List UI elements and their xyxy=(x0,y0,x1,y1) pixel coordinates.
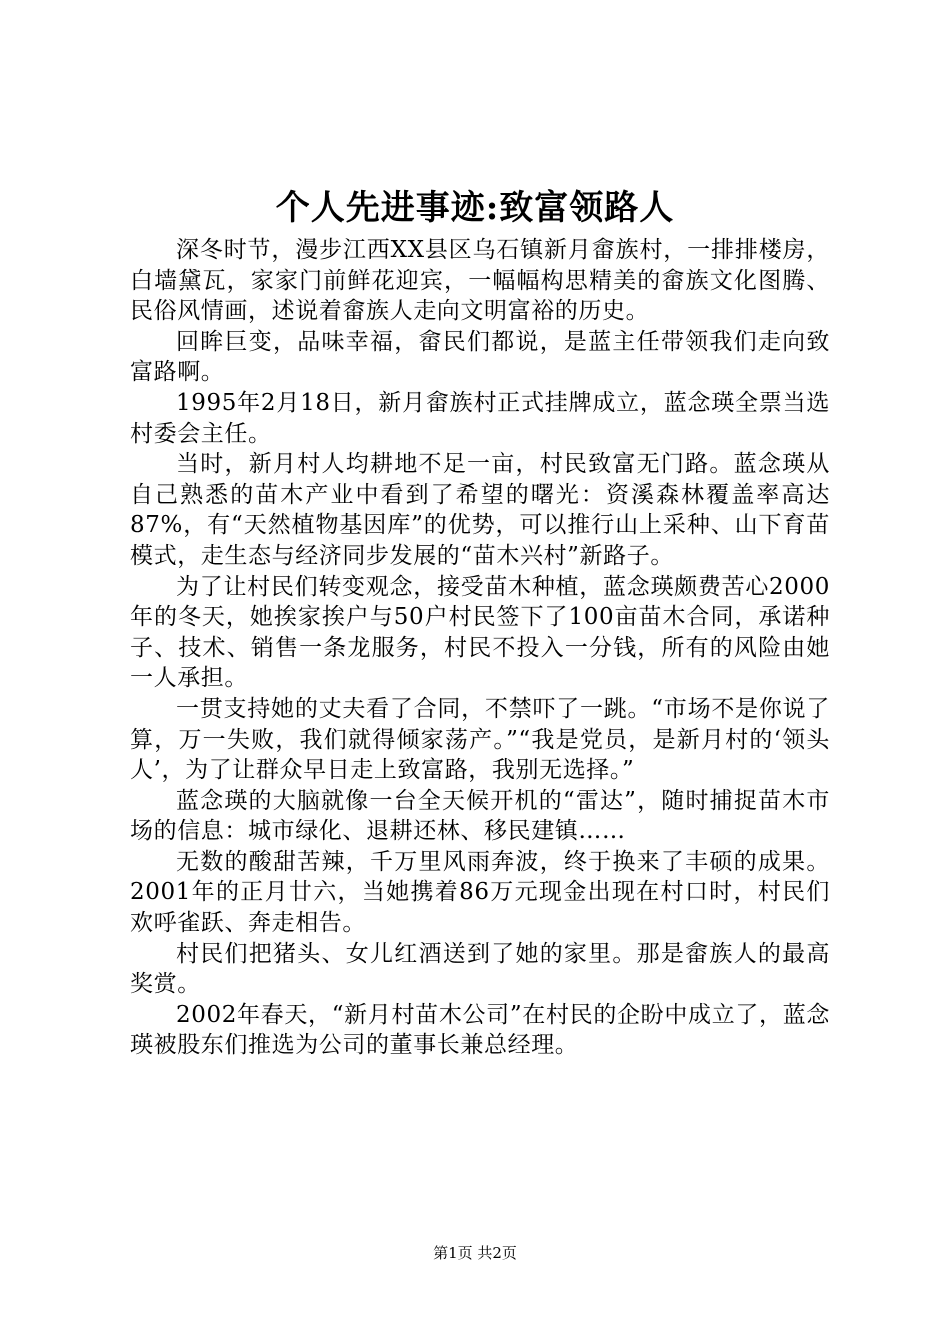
paragraph: 一贯支持她的丈夫看了合同，不禁吓了一跳。“市场不是你说了算，万一失败，我们就得倾家荡产。”“我是党员，是新月村的‘领头人’，为了让群众早日走上致富路，我别无选择。” xyxy=(130,695,830,784)
paragraph: 2002年春天，“新月村苗木公司”在村民的企盼中成立了，蓝念瑛被股东们推选为公司的董事长兼总经理。 xyxy=(130,1001,830,1059)
document-title: 个人先进事迹:致富领路人 xyxy=(275,188,675,228)
paragraph: 村民们把猪头、女儿红酒送到了她的家里。那是畲族人的最高奖赏。 xyxy=(130,940,830,998)
paragraph: 无数的酸甜苦辣，千万里风雨奔波，终于换来了丰硕的成果。2001年的正月廿六，当她携着86万元现金出现在村口时，村民们欢呼雀跃、奔走相告。 xyxy=(130,848,830,937)
paragraph: 蓝念瑛的大脑就像一台全天候开机的“雷达”，随时捕捉苗木市场的信息：城市绿化、退耕还林、移民建镇…… xyxy=(130,787,830,845)
paragraph: 1995年2月18日，新月畲族村正式挂牌成立，蓝念瑛全票当选村委会主任。 xyxy=(130,389,830,447)
page-number-footer: 第1页 共2页 xyxy=(433,1244,517,1262)
paragraph: 为了让村民们转变观念，接受苗木种植，蓝念瑛颇费苦心2000年的冬天，她挨家挨户与50户村民签下了100亩苗木合同，承诺种子、技术、销售一条龙服务，村民不投入一分钱，所有的风险由她一人承担。 xyxy=(130,573,830,692)
document-body xyxy=(130,235,830,1061)
paragraph: 回眸巨变，品味幸福，畲民们都说，是蓝主任带领我们走向致富路啊。 xyxy=(130,328,830,386)
paragraph: 深冬时节，漫步江西XX县区乌石镇新月畲族村，一排排楼房，白墙黛瓦，家家门前鲜花迎宾，一幅幅构思精美的畲族文化图腾、民俗风情画，述说着畲族人走向文明富裕的历史。 xyxy=(130,237,830,325)
paragraph: 当时，新月村人均耕地不足一亩，村民致富无门路。蓝念瑛从自己熟悉的苗木产业中看到了希望的曙光：资溪森林覆盖率高达87%，有“天然植物基因库”的优势，可以推行山上采种、山下育苗模式，走生态与经济同步发展的“苗木兴村”新路子。 xyxy=(130,451,830,569)
